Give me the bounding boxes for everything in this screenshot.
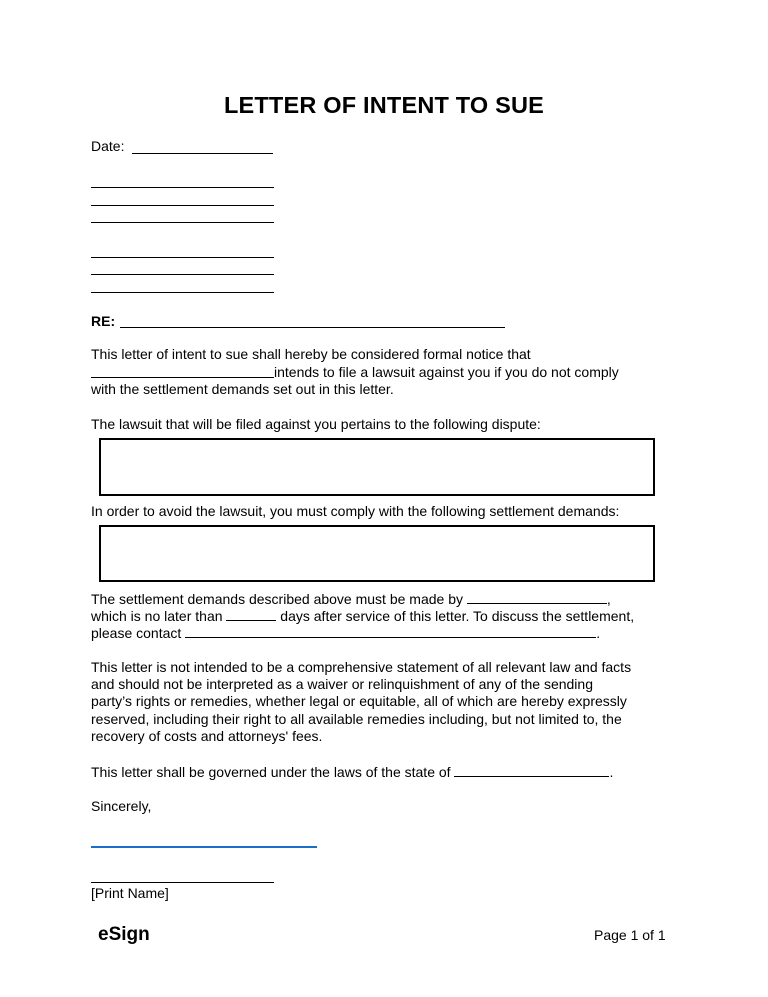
- governing-law-period: .: [609, 764, 614, 780]
- paragraph-dispute: The lawsuit that will be filed against you pertains to the following dispute:: [91, 416, 541, 432]
- closing: Sincerely,: [91, 798, 152, 814]
- deadline-date-field[interactable]: [467, 590, 607, 604]
- paragraph-governing-law: [91, 763, 613, 781]
- paragraph-disclaimer-line: and should not be interpreted as a waiver or relinquishment of any of the sending: [91, 676, 593, 692]
- print-name-line[interactable]: [91, 882, 274, 883]
- paragraph-notice-line1: This letter of intent to sue shall hereby be considered formal notice that: [91, 346, 531, 362]
- paragraph-disclaimer-line: This letter is not intended to be a comprehensive statement of all relevant law and facts: [91, 659, 632, 675]
- document-title: LETTER OF INTENT TO SUE: [223, 92, 545, 118]
- paragraph-deadline-line3: [91, 624, 600, 642]
- demands-text-box[interactable]: [99, 525, 655, 582]
- governing-law-text: This letter shall be governed under the laws of the state of: [91, 764, 451, 780]
- address-line[interactable]: [91, 292, 274, 293]
- state-field[interactable]: [454, 763, 609, 777]
- address-line[interactable]: [91, 274, 274, 275]
- paragraph-notice-line2: intends to file a lawsuit against you if you do not comply: [274, 364, 619, 380]
- days-field[interactable]: [226, 607, 276, 621]
- deadline-text: The settlement demands described above must be made by: [91, 591, 463, 607]
- re-field[interactable]: [120, 327, 505, 328]
- esign-logo: eSign: [98, 924, 150, 945]
- re-label: RE:: [91, 313, 116, 329]
- plaintiff-name-field[interactable]: [91, 377, 274, 378]
- address-line[interactable]: [91, 187, 274, 188]
- date-field[interactable]: [132, 153, 273, 154]
- contact-field[interactable]: [185, 624, 596, 638]
- deadline-comma: ,: [606, 591, 611, 607]
- date-label: Date:: [91, 138, 125, 154]
- address-line[interactable]: [91, 205, 274, 206]
- page-number: Page 1 of 1: [594, 927, 666, 943]
- paragraph-disclaimer-line: party’s rights or remedies, whether legal or equitable, all of which are hereby expressly: [91, 693, 627, 709]
- address-line[interactable]: [91, 257, 274, 258]
- signature-line[interactable]: [91, 846, 317, 848]
- contact-period: .: [596, 625, 601, 641]
- contact-text: please contact: [91, 625, 182, 641]
- days-text-end: days after service of this letter. To discuss the settlement,: [276, 608, 635, 624]
- paragraph-deadline-line2: [91, 607, 634, 625]
- print-name-label: [Print Name]: [91, 885, 169, 901]
- address-line[interactable]: [91, 222, 274, 223]
- paragraph-demands: In order to avoid the lawsuit, you must comply with the following settlement demands:: [91, 503, 620, 519]
- dispute-text-box[interactable]: [99, 438, 655, 496]
- days-text: which is no later than: [91, 608, 223, 624]
- paragraph-disclaimer-line: recovery of costs and attorneys' fees.: [91, 728, 323, 744]
- paragraph-deadline-line1: [91, 590, 611, 608]
- paragraph-disclaimer-line: reserved, including their right to all available remedies including, but not limited to, the: [91, 711, 622, 727]
- paragraph-notice-line3: with the settlement demands set out in this letter.: [91, 381, 394, 397]
